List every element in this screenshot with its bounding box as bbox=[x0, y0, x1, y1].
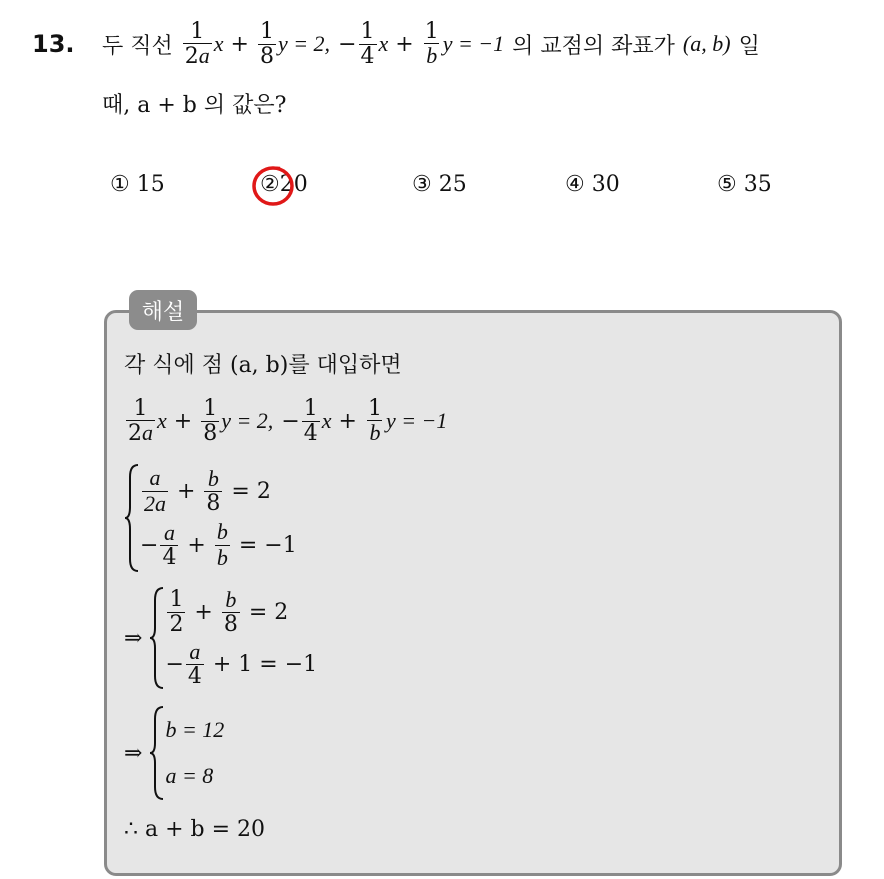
fraction-1-over-8: $\frac{1}{8}$ bbox=[259, 19, 274, 69]
solution-step-4: ⇒ b = 12 a = 8 bbox=[124, 704, 224, 802]
left-brace-icon bbox=[124, 463, 140, 573]
solution-conclusion: ∴ a + b = 20 bbox=[124, 816, 266, 842]
fraction-1-over-2a: $\frac{1}{2a}$ bbox=[184, 18, 210, 69]
question-line-1: 두 직선 $\frac{1}{2a}$ x + $\frac{1}{8}$ y = 2, − $\frac{1}{4}$ x + $\frac{1}{b}$ y = −1 의 교점의 좌표가 (a, b) 일 bbox=[102, 18, 760, 69]
equation-2-rhs: y = −1 bbox=[442, 31, 505, 56]
choice-2[interactable]: ②20 bbox=[260, 172, 308, 197]
question-point: (a, b) bbox=[682, 31, 731, 56]
left-brace-icon bbox=[149, 705, 165, 801]
question-number: 13. bbox=[32, 30, 75, 58]
question-middle: 의 교점의 좌표가 bbox=[512, 33, 675, 59]
left-brace-icon bbox=[149, 586, 165, 690]
solution-step-2: $\frac{a}{2a}$ + $\frac{b}{8}$ = 2 − $\frac{a}{4}$ + $\frac{b}{b}$ = −1 bbox=[124, 462, 297, 574]
solution-step-3: ⇒ $\frac{1}{2}$ + $\frac{b}{8}$ = 2 − $\frac{a}{4}$ + 1 = −1 bbox=[124, 586, 318, 689]
choice-1[interactable]: ① 15 bbox=[110, 172, 165, 197]
solution-step-1: $\frac{1}{2a}$ x + $\frac{1}{8}$ y = 2, − $\frac{1}{4}$ x + $\frac{1}{b}$ y = −1 bbox=[128, 395, 448, 446]
solution-tag: 해설 bbox=[129, 290, 197, 330]
question-line-2: 때, a + b 의 값은? bbox=[102, 92, 287, 118]
choice-5[interactable]: ⑤ 35 bbox=[717, 172, 772, 197]
choice-4[interactable]: ④ 30 bbox=[565, 172, 620, 197]
selected-answer-circle-icon bbox=[250, 164, 296, 208]
question-end: 일 bbox=[738, 33, 760, 59]
choice-3[interactable]: ③ 25 bbox=[412, 172, 467, 197]
fraction-1-over-4: $\frac{1}{4}$ bbox=[360, 19, 375, 69]
answer-choices bbox=[0, 172, 884, 208]
solution-intro: 각 식에 점 (a, b)를 대입하면 bbox=[124, 352, 402, 378]
question-prefix: 두 직선 bbox=[102, 33, 173, 59]
fraction-1-over-b: $\frac{1}{b}$ bbox=[424, 18, 439, 68]
equation-1-rhs: y = 2, bbox=[277, 31, 331, 56]
